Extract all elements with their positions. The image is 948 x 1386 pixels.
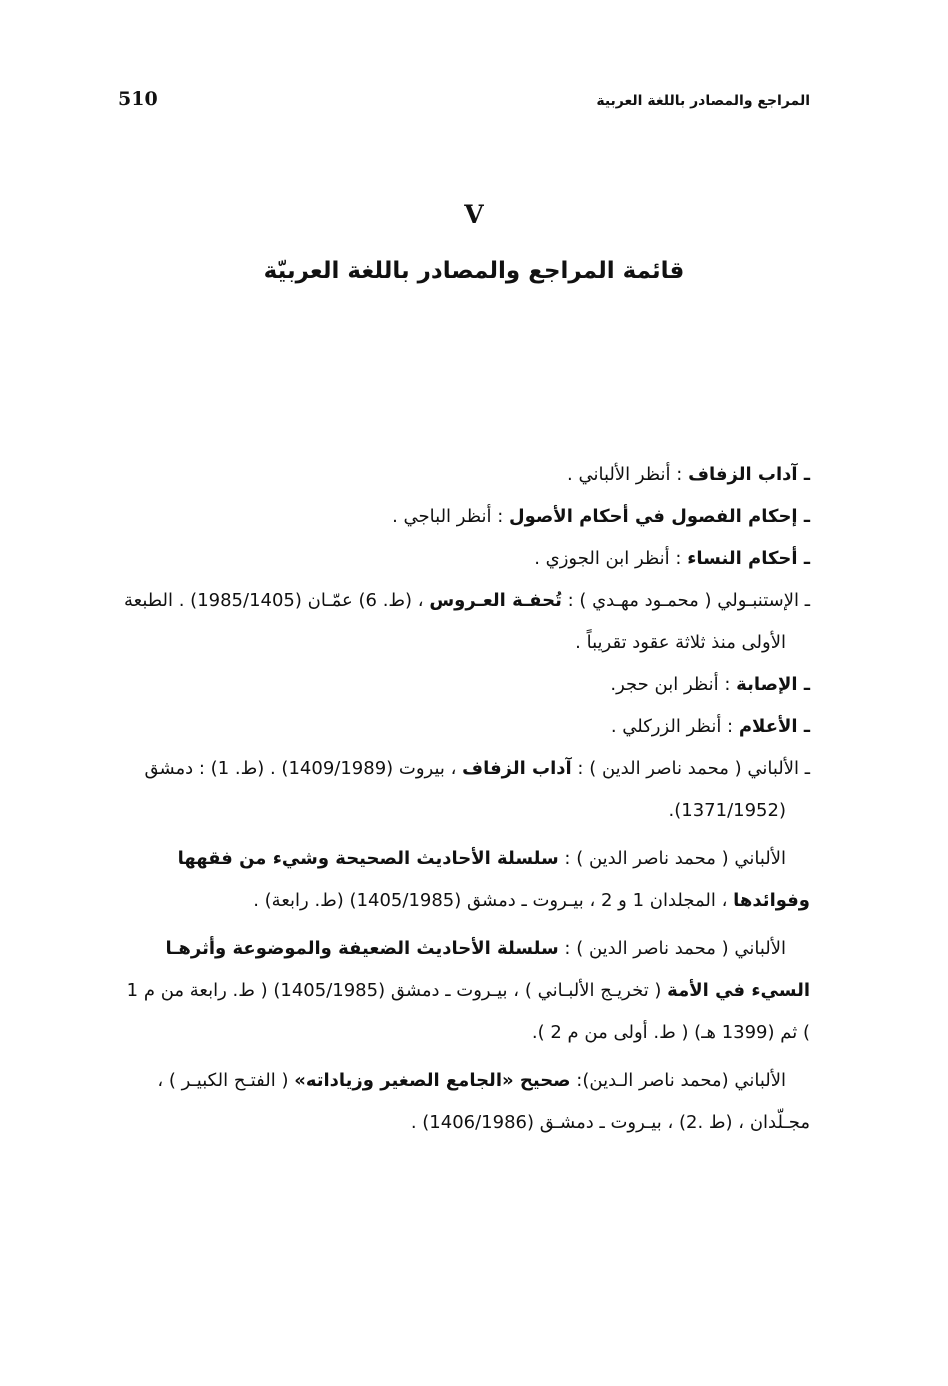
entry-bold-text: ـ الإصابة (736, 674, 810, 695)
page-title: قائمة المراجع والمصادر باللغة العربيّة (263, 258, 685, 284)
bibliography-entry (114, 1060, 810, 1144)
entry-text: : أنظر الزركلي . (610, 716, 739, 737)
entry-text: ـ الإستنبـولي ( محمـود مهـدي ) : (561, 590, 810, 611)
entry-text: ( تخريـج الألبـاني ) ، بيـروت ـ دمشق (1405/1985) ( ط. رابعة من م 1 ) ثم (1399 هـ) ( ط. أولى من م 2 ). (126, 980, 810, 1043)
bibliography-entry (114, 538, 810, 580)
entry-text: الألباني ( محمد ناصر الدين ) : (558, 938, 786, 959)
entry-text: ـ الألباني ( محمد ناصر الدين ) : (571, 758, 810, 779)
entry-bold-text: ـ أحكام النساء (687, 548, 810, 569)
entry-bold-text: صحيح «الجامع الصغير وزياداته» (294, 1070, 571, 1091)
entry-text: : أنظر ابن حجر. (610, 674, 737, 695)
entry-text: : أنظر الباجي . (392, 506, 509, 527)
entry-bold-text: ـ إحكام الفصول في أحكام الأصول (509, 506, 810, 527)
page-number: 510 (118, 88, 158, 110)
entry-text: الألباني (محمد ناصر الـدين): (570, 1070, 786, 1091)
entry-text: : أنظر ابن الجوزي . (534, 548, 688, 569)
bibliography-list (114, 454, 810, 1144)
bibliography-entry (114, 928, 810, 1054)
entry-text: : أنظر الألباني . (567, 464, 689, 485)
entry-bold-text: تُحفـة العـروس (429, 590, 562, 611)
running-title: المراجع والمصادر باللغة العربية (596, 93, 810, 109)
entry-text: ( الفتـح الكبيـر ) ، مجـلّدان ، (ط .2) ، بيـروت ـ دمشـق (1406/1986) . (157, 1070, 810, 1133)
entry-bold-text: سلسلة الأحاديث الصحيحة وشيء من فقهها وفوائدها (177, 848, 810, 911)
bibliography-entry (114, 580, 810, 664)
bibliography-entry (114, 496, 810, 538)
entry-text: الألباني ( محمد ناصر الدين ) : (558, 848, 786, 869)
bibliography-entry (114, 748, 810, 832)
bibliography-entry (114, 454, 810, 496)
page-header (118, 88, 810, 110)
entry-text: ، بيروت (1409/1989) . (ط. 1) : دمشق (1371/1952). (144, 758, 786, 821)
bibliography-entry (114, 706, 810, 748)
entry-bold-text: سلسلة الأحاديث الضعيفة والموضوعة وأثرهـا السيء في الأمة (165, 938, 810, 1001)
bibliography-entry (114, 838, 810, 922)
entry-text: ، المجلدان 1 و 2 ، بيـروت ـ دمشق (1405/1985) (ط. رابعة) . (253, 890, 734, 911)
entry-text: ، (ط. 6) عمّـان (1985/1405) . الطبعة الأولى منذ ثلاثة عقود تقريباً . (123, 590, 786, 653)
entry-bold-text: ـ آداب الزفاف (688, 464, 810, 485)
entry-bold-text: ـ الأعلام (738, 716, 810, 737)
bibliography-entry (114, 664, 810, 706)
part-label: V (464, 200, 484, 229)
entry-bold-text: آداب الزفاف (462, 758, 572, 779)
